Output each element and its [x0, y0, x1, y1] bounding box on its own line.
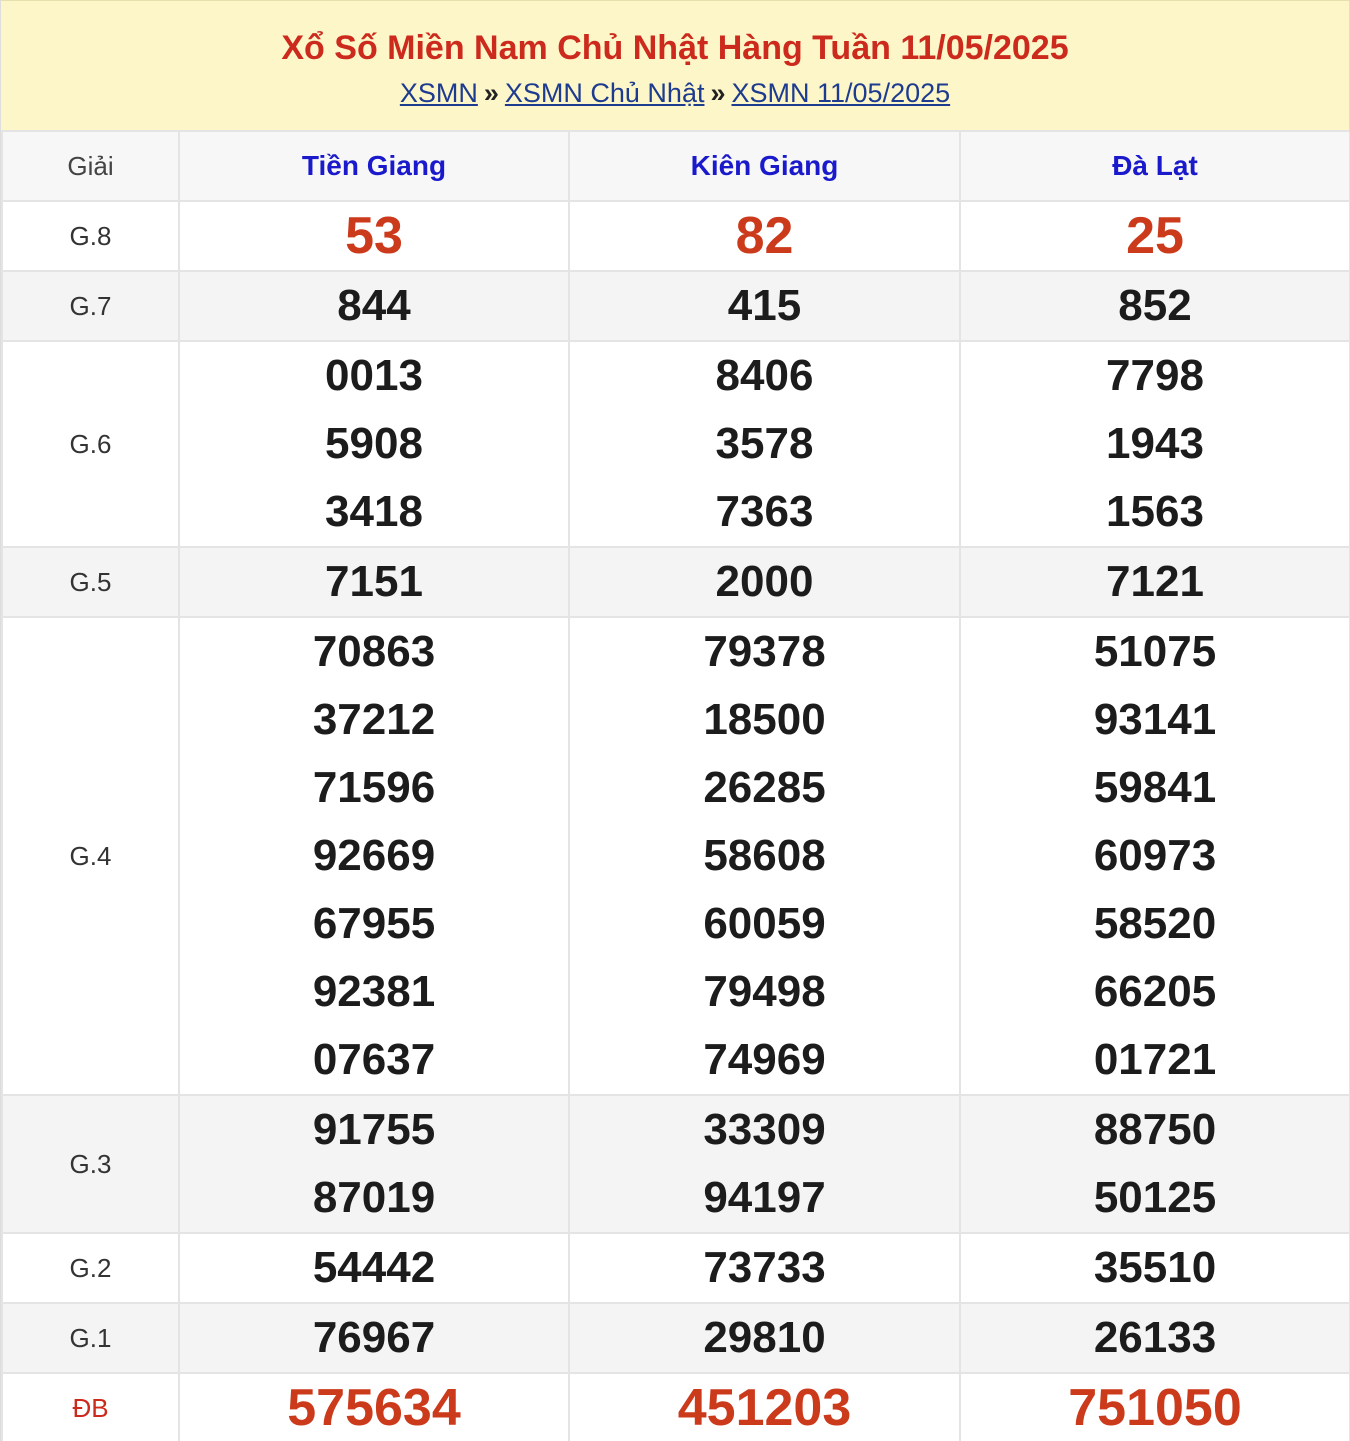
- prize-column-header: Giải: [2, 132, 179, 201]
- result-number: 92669: [312, 831, 436, 880]
- result-cell-tien-giang: [179, 341, 569, 547]
- breadcrumb-separator: »: [710, 78, 726, 108]
- result-cell-tien-giang: [179, 617, 569, 1095]
- results-header: [1, 0, 1349, 132]
- result-number: 60059: [703, 899, 826, 948]
- result-cell-tien-giang: [179, 1303, 569, 1373]
- result-cell-tien-giang: [179, 1373, 569, 1441]
- results-table: [1, 132, 1350, 1441]
- result-number: 58520: [1093, 899, 1217, 948]
- result-cell-tien-giang: [179, 201, 569, 271]
- result-cell-tien-giang: [179, 547, 569, 617]
- result-number: 93141: [1093, 695, 1217, 744]
- result-number: 33309: [703, 1105, 826, 1154]
- result-number: 88750: [1093, 1105, 1217, 1154]
- result-number: 2000: [715, 557, 814, 606]
- table-row: [2, 1233, 1350, 1303]
- result-cell-da-lat: [960, 617, 1350, 1095]
- result-cell-da-lat: [960, 1233, 1350, 1303]
- result-number: 26133: [1093, 1313, 1217, 1362]
- result-number: 7798: [1106, 351, 1204, 400]
- result-number: 58608: [703, 831, 826, 880]
- result-number: 07637: [312, 1035, 436, 1084]
- result-number: 3578: [715, 419, 814, 468]
- result-number: 852: [1118, 281, 1192, 330]
- breadcrumb-link-xsmn-date[interactable]: XSMN 11/05/2025: [731, 78, 951, 108]
- result-number: 91755: [312, 1105, 436, 1154]
- result-number: 1563: [1106, 487, 1204, 536]
- result-cell-kien-giang: [569, 1095, 960, 1233]
- result-number: 92381: [312, 967, 436, 1016]
- result-number: 8406: [715, 351, 814, 400]
- result-cell-da-lat: [960, 271, 1350, 341]
- result-cell-da-lat: [960, 1303, 1350, 1373]
- result-number: 82: [735, 207, 794, 265]
- result-cell-kien-giang: [569, 201, 960, 271]
- result-number: 29810: [703, 1313, 826, 1362]
- result-cell-tien-giang: [179, 1233, 569, 1303]
- prize-label: G.2: [2, 1233, 179, 1303]
- breadcrumb-link-xsmn-sunday[interactable]: XSMN Chủ Nhật: [504, 78, 705, 108]
- result-cell-kien-giang: [569, 1233, 960, 1303]
- table-row: [2, 271, 1350, 341]
- result-number: 01721: [1093, 1035, 1217, 1084]
- result-number: 70863: [312, 627, 436, 676]
- result-cell-tien-giang: [179, 1095, 569, 1233]
- result-number: 7151: [325, 557, 423, 606]
- prize-label: G.6: [2, 341, 179, 547]
- prize-label: G.1: [2, 1303, 179, 1373]
- result-cell-kien-giang: [569, 271, 960, 341]
- result-number: 66205: [1093, 967, 1217, 1016]
- result-cell-da-lat: [960, 547, 1350, 617]
- result-number: 73733: [703, 1243, 826, 1292]
- result-number: 79498: [703, 967, 826, 1016]
- result-number: 76967: [312, 1313, 436, 1362]
- result-number: 7363: [715, 487, 814, 536]
- breadcrumb-link-xsmn[interactable]: XSMN: [399, 78, 478, 108]
- result-number: 7121: [1106, 557, 1204, 606]
- result-number: 0013: [325, 351, 423, 400]
- result-number: 87019: [312, 1173, 436, 1222]
- breadcrumb-separator: »: [483, 78, 499, 108]
- result-number: 751050: [1068, 1379, 1242, 1437]
- prize-label: ĐB: [2, 1373, 179, 1441]
- result-number: 94197: [703, 1173, 826, 1222]
- table-row: [2, 341, 1350, 547]
- prize-label: G.8: [2, 201, 179, 271]
- table-row: [2, 547, 1350, 617]
- result-cell-kien-giang: [569, 617, 960, 1095]
- table-row: [2, 1303, 1350, 1373]
- result-number: 25: [1126, 207, 1184, 265]
- result-number: 79378: [703, 627, 826, 676]
- province-header-kien-giang[interactable]: Kiên Giang: [569, 132, 960, 201]
- table-row: [2, 1373, 1350, 1441]
- result-number: 71596: [312, 763, 436, 812]
- result-number: 5908: [325, 419, 423, 468]
- result-number: 844: [337, 281, 411, 330]
- result-number: 35510: [1093, 1243, 1217, 1292]
- prize-label: G.5: [2, 547, 179, 617]
- result-number: 53: [345, 207, 403, 265]
- page-title: Xổ Số Miền Nam Chủ Nhật Hàng Tuần 11/05/2025: [281, 29, 1069, 67]
- result-cell-kien-giang: [569, 1373, 960, 1441]
- prize-label: G.7: [2, 271, 179, 341]
- table-row: [2, 617, 1350, 1095]
- table-row: [2, 1095, 1350, 1233]
- result-number: 3418: [325, 487, 423, 536]
- province-header-da-lat[interactable]: Đà Lạt: [960, 132, 1350, 201]
- prize-label: G.3: [2, 1095, 179, 1233]
- result-cell-kien-giang: [569, 1303, 960, 1373]
- result-number: 59841: [1093, 763, 1217, 812]
- result-cell-kien-giang: [569, 547, 960, 617]
- result-cell-da-lat: [960, 201, 1350, 271]
- result-number: 74969: [703, 1035, 826, 1084]
- result-cell-kien-giang: [569, 341, 960, 547]
- result-cell-da-lat: [960, 1095, 1350, 1233]
- result-number: 37212: [312, 695, 436, 744]
- result-number: 50125: [1093, 1173, 1217, 1222]
- result-number: 18500: [703, 695, 826, 744]
- result-cell-da-lat: [960, 1373, 1350, 1441]
- result-number: 60973: [1093, 831, 1217, 880]
- result-number: 26285: [703, 763, 826, 812]
- province-header-tien-giang[interactable]: Tiền Giang: [179, 132, 569, 201]
- result-number: 67955: [312, 899, 436, 948]
- breadcrumb: [1, 76, 1349, 110]
- result-number: 575634: [287, 1379, 461, 1437]
- table-header-row: [2, 132, 1350, 201]
- result-number: 451203: [677, 1379, 852, 1437]
- result-cell-da-lat: [960, 341, 1350, 547]
- result-number: 54442: [312, 1243, 436, 1292]
- prize-label: G.4: [2, 617, 179, 1095]
- table-row: [2, 201, 1350, 271]
- result-number: 1943: [1106, 419, 1204, 468]
- result-cell-tien-giang: [179, 271, 569, 341]
- result-number: 51075: [1093, 627, 1217, 676]
- result-number: 415: [727, 281, 802, 330]
- results-body: [2, 201, 1350, 1441]
